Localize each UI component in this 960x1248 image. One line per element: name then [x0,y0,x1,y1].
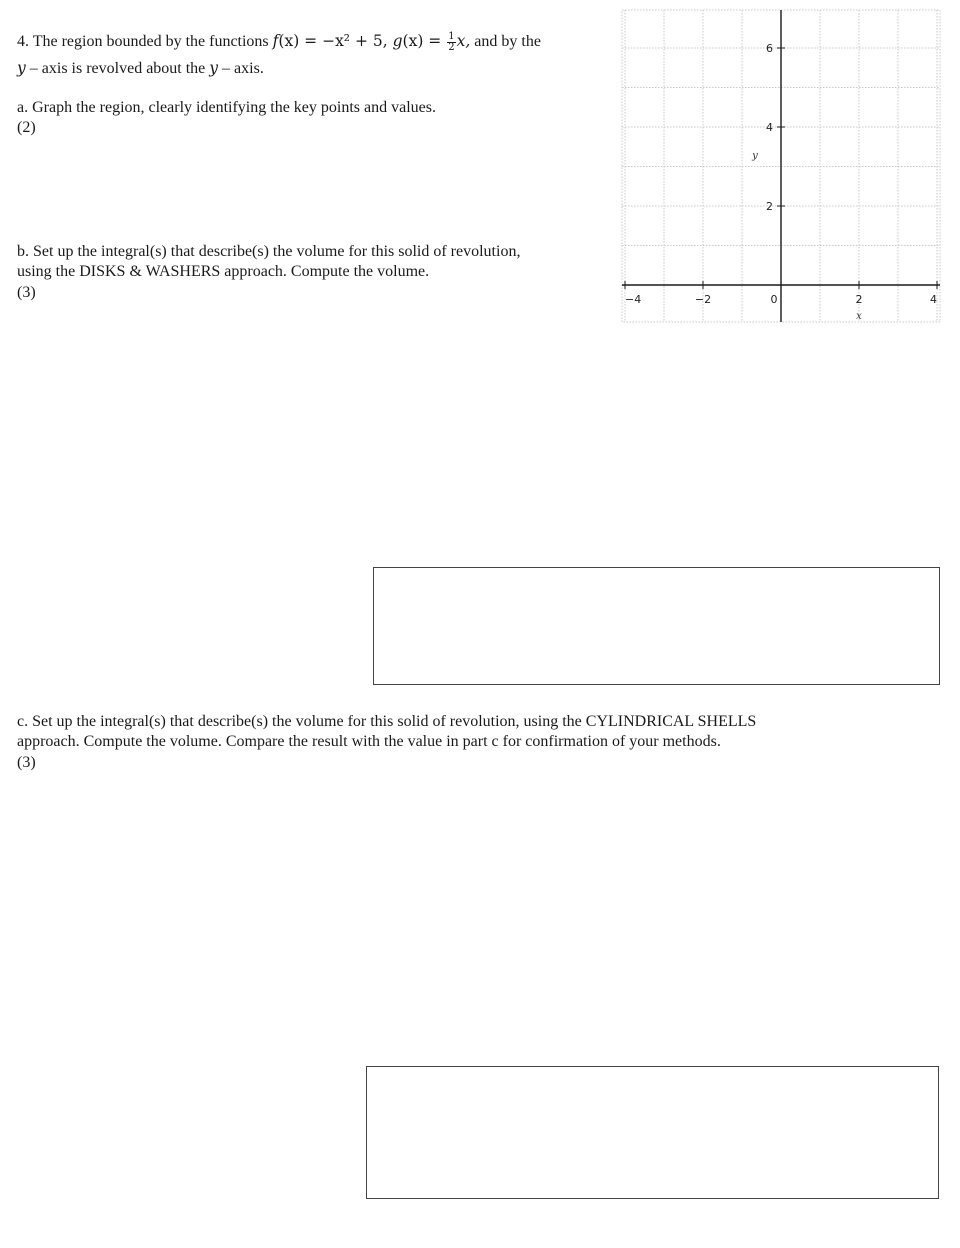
part-b-prompt-line1: b. Set up the integral(s) that describe(s) the volume for this solid of revolution, [17,243,521,260]
part-a-points: (2) [17,119,36,136]
f-function-math: f(x) = −x² + 5, g(x) = $\frac{1}{2}$ x, [272,30,471,53]
x-tick-label: −2 [694,293,712,306]
part-a-prompt: a. Graph the region, clearly identifying the key points and values. [17,99,436,116]
x-tick-label: −4 [625,293,642,306]
part-b-answer-box[interactable] [373,567,940,685]
y-tick-label: 2 [766,200,773,213]
question-intro-line2: y – axis is revolved about the y – axis. [17,59,264,77]
question-intro: 4. The region bounded by the functions f(x) = −x² + 5, g(x) = $\frac{1}{2}$ x, and by the [17,30,541,53]
part-c-points: (3) [17,754,36,771]
y-axis-label: y [752,150,758,162]
x-tick-label: 0 [770,293,778,306]
x-axis-label: x [856,311,862,322]
part-c-prompt-line2: approach. Compute the volume. Compare the result with the value in part c for confirmation of your methods. [17,733,721,750]
part-c-answer-box[interactable] [366,1066,939,1199]
part-c-prompt-line1: c. Set up the integral(s) that describe(s) the volume for this solid of revolution, using the CYLINDRICAL SHELLS [17,713,757,730]
one-half-fraction: $\frac{1}{2}$ [448,30,455,53]
x-tick-label: 2 [855,293,863,306]
x-tick-label: 4 [930,293,937,306]
coordinate-grid[interactable] [620,8,944,328]
part-b-points: (3) [17,284,36,301]
part-b-prompt-line2: using the DISKS & WASHERS approach. Compute the volume. [17,263,430,280]
y-tick-label: 4 [766,121,773,134]
y-tick-label: 6 [766,42,773,55]
